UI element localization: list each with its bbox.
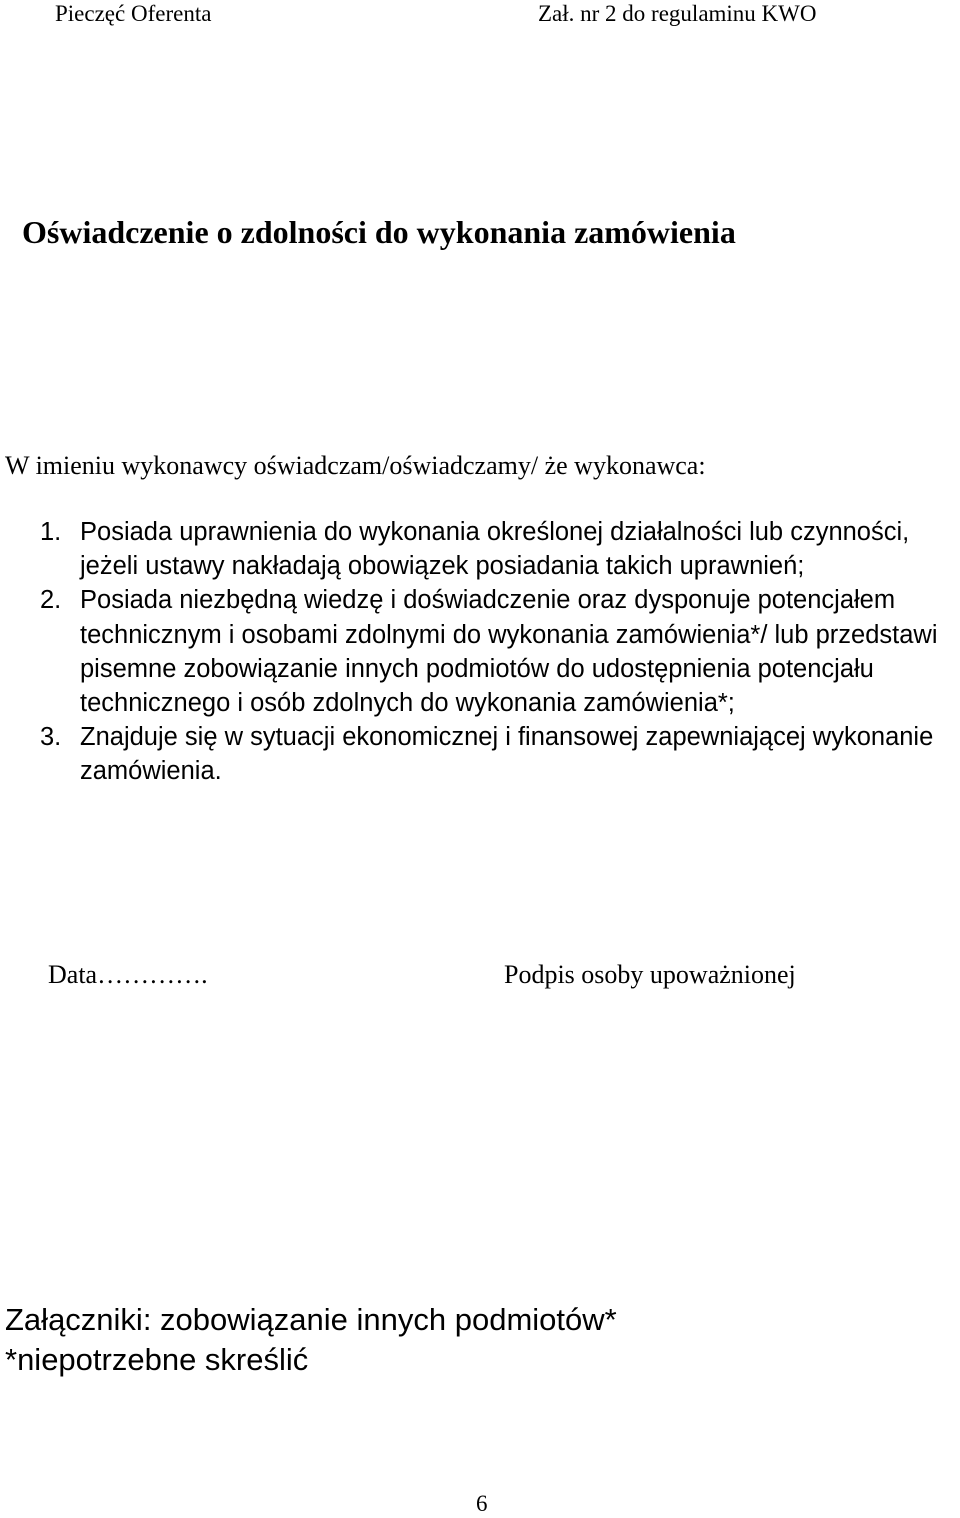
attachment-reference: Zał. nr 2 do regulaminu KWO (538, 1, 817, 26)
list-item-number: 1. (40, 518, 62, 546)
stamp-label: Pieczęć Oferenta (55, 1, 212, 26)
attachments-note: Załączniki: zobowiązanie innych podmiotów* (5, 1302, 617, 1337)
list-item-text: Posiada uprawnienia do wykonania określonej działalności lub czynności, jeżeli ustawy nakładają obowiązek posiadania takich uprawnień; (80, 518, 910, 581)
date-field-label: Data…………. (48, 960, 208, 989)
page-number: 6 (476, 1491, 488, 1516)
list-item-number: 3. (40, 723, 62, 752)
list-item (0, 515, 960, 583)
list-item-number: 2. (40, 586, 62, 615)
intro-statement: W imieniu wykonawcy oświadczam/oświadczamy/ że wykonawca: (5, 451, 706, 480)
signature-field-label: Podpis osoby upoważnionej (504, 960, 796, 989)
list-item (0, 583, 960, 720)
footnote: *niepotrzebne skreślić (5, 1342, 309, 1377)
document-title: Oświadczenie o zdolności do wykonania zamówienia (22, 214, 736, 250)
list-item-text: Posiada niezbędną wiedzę i doświadczenie oraz dysponuje potencjałem technicznym i osobami zdolnymi do wykonania zamówienia*/ lub przedstawi pisemne zobowiązanie innych podmiotów do udostępnienia potencjału technicznego i osób zdolnych do wykonania zamówienia*; (80, 586, 938, 718)
list-item (0, 720, 960, 788)
list-item-text: Znajduje się w sytuacji ekonomicznej i finansowej zapewniającej wykonanie zamówienia. (80, 723, 934, 786)
declaration-list (0, 515, 960, 789)
